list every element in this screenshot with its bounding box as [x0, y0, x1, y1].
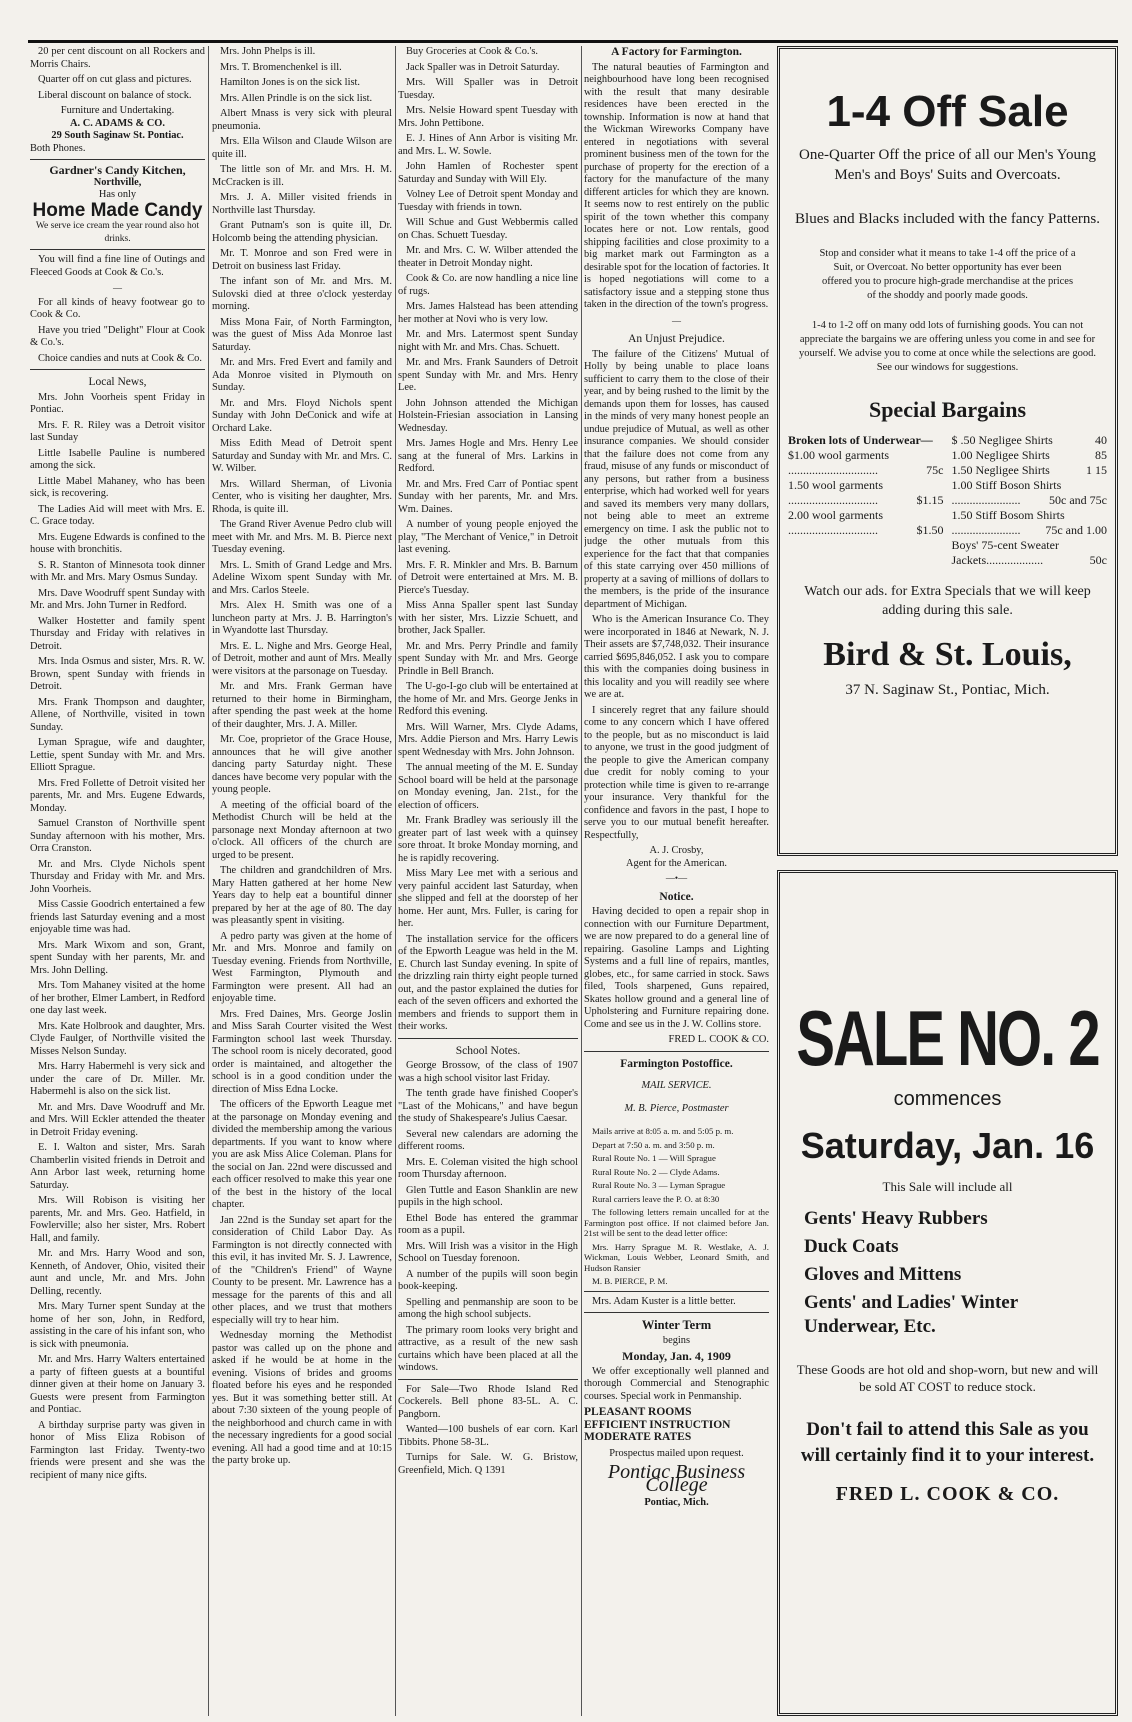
news-item: Mrs. J. A. Miller visited friends in Northville last Thursday. [212, 192, 392, 216]
postoffice-line: M. B. PIERCE, P. M. [592, 1276, 668, 1287]
ad2-goods: These Goods are hot old and shop-worn, but new and will be sold AT COST to reduce stock. [796, 1362, 1099, 1394]
school-note: Mrs. Will Irish was a visitor in the High School on Tuesday forenoon. [398, 1240, 578, 1264]
school-note: A number of the pupils will soon begin book-keeping. [398, 1268, 578, 1292]
column-rule [208, 46, 209, 1716]
news-item: Mrs. Dave Woodruff spent Sunday with Mr. and Mrs. John Turner in Redford. [30, 587, 205, 611]
news-item: Mrs. Harry Habermehl is very sick and under the care of Dr. Miller. Mr. Habermehl is also on the sick list. [30, 1061, 205, 1097]
winter-term-body: We offer exceptionally well planned and thorough Commercial and Stenographic courses. Special work in Penmanship. [584, 1365, 769, 1402]
news-item: Mrs. Alex H. Smith was one of a luncheon party at Mrs. J. B. Harrington's in Wyandotte last Thursday. [212, 600, 392, 636]
winter-term-heading: Winter Term [641, 1318, 712, 1333]
postoffice-line: Rural Route No. 1 — Will Sprague [592, 1153, 716, 1164]
news-item: Miss Mary Lee met with a serious and very painful accident last Saturday, when she slipped and fell at the doorstep of her home. Her aunt, Mrs. Fuller, is caring for her. [398, 868, 578, 929]
news-item: Hamilton Jones is on the sick list. [220, 77, 360, 88]
bargain-row [952, 553, 1108, 568]
college-city: Pontiac, Mich. [644, 1497, 709, 1509]
factory-heading: A Factory for Farmington. [611, 46, 742, 58]
news-item: Mrs. L. Smith of Grand Ledge and Mrs. Adeline Wixom spent Sunday with Mr. and Mrs. Carlos Steele. [212, 559, 392, 596]
divider [30, 249, 205, 250]
news-item: A pedro party was given at the home of Mr. and Mrs. Monroe and family on Tuesday evening. Friends from Northville, West Farmington, Plymouth and Farmington were present. All had an enjoyable time. [212, 930, 392, 1004]
bargain-right [948, 433, 1108, 568]
notice-heading: Notice. [659, 890, 694, 903]
news-item: The children and grandchildren of Mrs. Mary Hatten gathered at her home New Years day to help eat a bountiful dinner prepared by her at the age of 80. The day was pleasantly spent in visiting. [212, 865, 392, 926]
ad1-stop: Stop and consider what it means to take 1-4 off the price of a Suit, or Overcoat. No better opportunity has ever been offered you to procure high-grade merchandise at the prices of the shoddy and poorly made goods. [819, 248, 1076, 301]
local-items-2 [212, 46, 392, 1468]
notice-body: Having decided to open a repair shop in connection with our Furniture Department, we are now prepared to do a general line of repairing. Gasoline Lamps and Lighting Systems and a full line of repairs, mantles, globes, etc., for same carried in stock. Saws filed, Tools sharpened, Guns repaired, Skates hollow ground and a general line of Upholstering and Furniture repairing done. Come and see us in the J. W. Collins store. [584, 906, 769, 1030]
bargain-label: 1.50 Negligee Shirts [951, 463, 1050, 477]
news-item: Will Schue and Gust Webbermis called on Chas. Schuett Tuesday. [398, 217, 578, 241]
news-item: Mr. Coe, proprietor of the Grace House, announces that he will give another dancing party Saturday night. These dances have become very popular with the young people. [212, 734, 392, 795]
news-item: Miss Anna Spaller spent last Sunday with her sister, Mrs. Lizzie Schuett, and brother, Jack Spaller. [398, 600, 578, 636]
notice-signature: FRED L. COOK & CO. [668, 1034, 769, 1045]
ad1-store-name: Bird & St. Louis, [823, 636, 1072, 673]
news-item: The U-go-I-go club will be entertained at the home of Mr. and Mrs. George Jenks in Redford this evening. [398, 681, 578, 717]
school-notes-heading: School Notes. [455, 1044, 521, 1057]
news-item: Lyman Sprague, wife and daughter, Lettie, spent Sunday with Mr. and Mrs. Elliott Sprague. [30, 737, 205, 773]
gardner-town: Northville, [93, 176, 142, 188]
news-item: Mr. T. Monroe and son Fred were in Detroit on business last Friday. [212, 248, 392, 272]
bargain-list [788, 433, 1107, 568]
winter-feature: PLEASANT ROOMS [584, 1406, 692, 1419]
postoffice-subheading: MAIL SERVICE. [641, 1080, 712, 1092]
news-item: Mr. and Mrs. Frank Saunders of Detroit spent Sunday with Mr. and Mrs. Henry Lee. [398, 357, 578, 393]
postoffice-line: The following letters remain uncalled for at the Farmington post office. If not claimed before Jan. 21st will be sent to the dead letter office: [584, 1207, 769, 1239]
postoffice-line: Rural Route No. 2 — Clyde Adams. [592, 1166, 720, 1177]
adams-line: 20 per cent discount on all Rockers and Morris Chairs. [30, 46, 205, 70]
news-item: Mr. and Mrs. Clyde Nichols spent Thursday and Friday with Mr. and Mrs. John Voorheis. [30, 858, 205, 895]
news-item: Albert Mnass is very sick with pleural pneumonia. [212, 108, 392, 132]
gardner-headline: Home Made Candy [32, 199, 203, 221]
school-note: Glen Tuttle and Eason Shanklin are new pupils in the high school. [398, 1184, 578, 1208]
school-note: Several new calendars are adorning the different rooms. [398, 1128, 578, 1152]
news-item: Mrs. John Phelps is ill. [220, 46, 316, 57]
news-item: Mr. and Mrs. Harry Wood and son, Kenneth, of Andover, Ohio, visited their aunt and uncle, Mr. and Mrs. John Delling, recently. [30, 1248, 205, 1297]
cook-ad: For all kinds of heavy footwear go to Cook & Co. [30, 296, 205, 320]
news-item: Mrs. F. R. Minkler and Mrs. B. Barnum of Detroit were entertained at Mrs. M. B. Pierce's Tuesday. [398, 559, 578, 596]
ad1-title: 1-4 Off Sale [826, 87, 1069, 136]
news-item: Mrs. James Halstead has been attending her mother at Novi who is very low. [398, 301, 578, 325]
news-item: The Ladies Aid will meet with Mrs. E. C. Grace today. [30, 503, 205, 527]
winter-feature: MODERATE RATES [584, 1431, 692, 1444]
school-note: Ethel Bode has entered the grammar room as a pupil. [398, 1212, 578, 1236]
dash: — [113, 283, 122, 293]
school-note: Mrs. E. Coleman visited the high school room Thursday afternoon. [398, 1156, 578, 1180]
column-4 [584, 46, 769, 1716]
ad2-include: This Sale will include all [882, 1179, 1013, 1194]
news-item: Mrs. James Hogle and Mrs. Henry Lee sang at the funeral of Mrs. Larkins in Redford. [398, 438, 578, 474]
postoffice-line: Rural carriers leave the P. O. at 8:30 [592, 1193, 720, 1204]
news-item: Mrs. E. L. Nighe and Mrs. George Heal, of Detroit, mother and aunt of Mrs. Meally were visitors at the parsonage on Tuesday. [212, 640, 392, 677]
news-item: Mrs. Frank Thompson and daughter, Allene, of Northville, visited in town Sunday. [30, 696, 205, 733]
news-item: The officers of the Epworth League met at the parsonage on Monday evening and divided the membership among the various departments. If you want to know where you are ask Miss Alice Coleman. Plans for the social on Jan. 22nd were discussed and each officer resolved to make this year one of the best in the history of the local chapter. [212, 1099, 392, 1210]
news-item: Mr. and Mrs. Perry Prindle and family spent Sunday with Mr. and Mrs. George Prindle in Bell Branch. [398, 640, 578, 677]
news-item: S. R. Stanton of Minnesota took dinner with Mr. and Mrs. Mary Osmus Sunday. [30, 559, 205, 583]
bargain-row [788, 463, 944, 478]
bird-st-louis-ad [777, 46, 1118, 856]
news-item: Mr. and Mrs. Fred Carr of Pontiac spent Sunday with her parents, Mr. and Mrs. Wm. Daines. [398, 478, 578, 515]
news-item: Mrs. Mary Turner spent Sunday at the home of her son, John, in Redford, assisting in the care of his infant son, who is sick with pneumonia. [30, 1301, 205, 1350]
news-item: Mr. and Mrs. C. W. Wilber attended the theater in Detroit Monday night. [398, 245, 578, 269]
bargain-row [788, 448, 944, 463]
news-item: Walker Hostetter and family spent Thursday and Friday with relatives in Detroit. [30, 615, 205, 652]
classifieds [398, 1384, 578, 1478]
news-item: The infant son of Mr. and Mrs. M. Sulovski died at three o'clock yesterday morning. [212, 276, 392, 312]
postoffice-line: Depart at 7:50 a. m. and 3:50 p. m. [592, 1139, 715, 1150]
news-item: Mrs. Inda Osmus and sister, Mrs. R. W. Brown, spent Sunday with friends in Detroit. [30, 656, 205, 692]
bargain-row [952, 523, 1108, 538]
unjust-body: The failure of the Citizens' Mutual of Holly by being unable to place loans sufficient to carry them to the close of their year, and by being rushed to the limit by the demands upon them for losses, has caused in the minds of very many honest people an undue prejudice of Mutual, as well as other insurance companies. We should consider that the failure does not come from any fraud, misuse of any funds or misconduct of any persons, but rather from a business enterprise, which had worked well for years and saved its members very many dollars, not being able to meet an extreme emergency on time. I ask the public not to judge the other mutuals from this experience for the fact that that companies of this state carrying over 450 millions of property at a saving of millions of dollars to the members, is the pride of the insurance department of Michigan. [584, 348, 769, 610]
adams-line: Furniture and Undertaking. [60, 105, 175, 116]
ad1-address: 37 N. Saginaw St., Pontiac, Mich. [845, 682, 1050, 698]
unjust-body: I sincerely regret that any failure should come to any concern which I have offered to the people, but as no misconduct is laid to anyone, we trust in the good judgment of the people to give the American company due credit for nobly coming to your protection while time is given to re-arrange your insurance. Very thankful for the confidence and favors in the past, I hope to serve you to our mutual benefit hereafter. Respectfully, [584, 704, 769, 841]
ad1-special-heading: Special Bargains [868, 397, 1027, 422]
news-item: Mrs. Kate Holbrook and daughter, Mrs. Clyde Faulger, of Northville visited the Misses Nelson Sunday. [30, 1020, 205, 1057]
postoffice-lines [584, 1126, 769, 1287]
masthead-rule [28, 40, 1118, 43]
bargain-row [952, 493, 1108, 508]
postoffice-line: Mails arrive at 8:05 a. m. and 5:05 p. m. [592, 1126, 734, 1137]
news-item: Miss Edith Mead of Detroit spent Saturday and Sunday with Mr. and Mrs. C. W. Wilber. [212, 438, 392, 474]
college-signature: Pontiac Business College [607, 1461, 746, 1496]
news-item: Miss Mona Fair, of North Farmington, was the guest of Miss Ada Monroe last Saturday. [212, 316, 392, 353]
news-item: Mrs. Willard Sherman, of Livonia Center, who is visiting her daughter, Mrs. Rhoda, is quite ill. [212, 478, 392, 515]
news-item: Little Isabelle Pauline is numbered among the sick. [30, 447, 205, 471]
news-item: A birthday surprise party was given in honor of Miss Eliza Robison of Farmington last Friday. Twenty-two friends were present and she was the recipient of many nice gifts. [30, 1419, 205, 1481]
gardner-has-only: Has only [98, 189, 137, 200]
bargain-label: 1.50 wool garments [788, 478, 883, 492]
ad2-item: Gloves and Mittens [804, 1264, 962, 1285]
column-2 [212, 46, 392, 1716]
news-item: John Johnson attended the Michigan Holstein-Friesian association in Lansing Wednesday. [398, 397, 578, 434]
unjust-body: Who is the American Insurance Co. They were incorporated in 1846 at Newark, N. J. Their assets are $7,748,032. Their insurance carried $695,846,052. I ask you to compare this with the companies doing business in this locality and you will readily see where we are at. [584, 614, 769, 700]
postoffice-line: Mrs. Harry Sprague M. R. Westlake, A. J. Wickman, Louis Webber, Leonard Smith, and Hudson Ransier [584, 1241, 769, 1273]
winter-feature: EFFICIENT INSTRUCTION [584, 1418, 731, 1431]
gardner-name: Gardner's Candy Kitchen, [49, 163, 186, 177]
news-item: E. I. Walton and sister, Mrs. Sarah Chamberlin visited friends in Detroit and Ann Arbor last week, returning home Saturday. [30, 1142, 205, 1191]
bargain-price: 40 [1095, 433, 1107, 447]
news-item: Buy Groceries at Cook & Co.'s. [406, 46, 539, 57]
bargain-label: ....................... [951, 523, 1021, 537]
dash: — [672, 315, 681, 326]
bargain-left [788, 433, 948, 568]
local-news-heading: Local News, [88, 376, 147, 388]
news-item: The installation service for the officers of the Epworth League was held in the M. E. Church last Sunday evening. In spite of the drizzling rain thirty eight people turned out, and the pastor explained the duties for each of the seven officers and exhorted the members and friends to support them in their works. [398, 933, 578, 1032]
bargain-label: $1.00 wool garments [788, 448, 889, 462]
news-item: Mr. and Mrs. Harry Walters entertained a party of fifteen guests at a bountiful dinner given at their home on January 3. Guests were present from Farmington and Pontiac. [30, 1354, 205, 1415]
news-item: Mr. and Mrs. Latermost spent Sunday night with Mr. and Mrs. Chas. Schuett. [398, 329, 578, 353]
news-item: Cook & Co. are now handling a nice line of rugs. [398, 273, 578, 297]
bargain-label: $ .50 Negligee Shirts [951, 433, 1053, 447]
news-item: Grant Putnam's son is quite ill, Dr. Holcomb being the attending physician. [212, 220, 392, 244]
bargain-left-heading: Broken lots of Underwear— [788, 433, 933, 447]
divider [584, 1291, 769, 1292]
local-news-items [30, 392, 205, 1483]
column-1 [30, 46, 205, 1716]
adams-phones: Both Phones. [30, 142, 86, 154]
winter-prospectus: Prospectus mailed upon request. [609, 1447, 744, 1459]
ad2-signature: FRED L. COOK & CO. [835, 1483, 1060, 1505]
ad2-commences: commences [893, 1088, 1002, 1110]
news-item: Mr. Frank Bradley was seriously ill the greater part of last week with a quinsey sore throat. It broke Monday morning, and he is rapidly recovering. [398, 815, 578, 864]
adams-address: 29 South Saginaw St. Pontiac. [51, 130, 184, 141]
news-item: Mr. and Mrs. Fred Evert and family and Ada Monroe visited in Plymouth on Sunday. [212, 357, 392, 393]
news-item: Mr. and Mrs. Frank German have returned to their home in Birmingham, after spending the past week at the home of their daughter, Mrs. J. A. Miller. [212, 681, 392, 730]
news-item: Mr. and Mrs. Floyd Nichols spent Sunday with John DeConick and wife at Orchard Lake. [212, 397, 392, 434]
bargain-label: 1.00 Stiff Boson Shirts [951, 478, 1062, 492]
sale-no-2-ad [777, 870, 1118, 1716]
bargain-row [952, 433, 1108, 448]
column-3 [398, 46, 578, 1716]
news-item: A meeting of the official board of the Methodist Church will be held at the parsonage next Monday afternoon at two o'clock. All officers of the church are urged to be present. [212, 799, 392, 861]
news-item: Little Mabel Mahaney, who has been sick, is recovering. [30, 475, 205, 499]
news-item: Mrs. John Voorheis spent Friday in Pontiac. [30, 391, 205, 415]
news-item: Jan 22nd is the Sunday set apart for the consideration of Child Labor Day. As Farmington is not directly connected with this evil, it has invited Mr. S. J. Lawrence, of the "Children's Friend" of Wayne County to be present. Mr. Lawrence has a message for the parents of this and all other places, and we trust that mothers especially will try to hear him. [212, 1214, 392, 1326]
postoffice-line: Rural Route No. 3 — Lyman Sprague [592, 1180, 726, 1191]
bargain-price: 50c [1089, 553, 1107, 567]
bargain-label: .............................. [788, 523, 878, 537]
bargain-label: .............................. [788, 463, 878, 477]
bargain-label: Boys' 75-cent Sweater [951, 538, 1059, 552]
news-item: Mrs. Will Spaller was in Detroit Tuesday. [398, 77, 578, 101]
news-item: Mrs. Fred Follette of Detroit visited her parents, Mr. and Mrs. Eugene Edwards, Monday. [30, 777, 205, 814]
bargain-price: 75c and 1.00 [1045, 523, 1107, 537]
unjust-signature: A. J. Crosby, [649, 845, 704, 856]
postoffice-master: M. B. Pierce, Postmaster [624, 1103, 729, 1115]
ad1-subtitle: One-Quarter Off the price of all our Men's Young Men's and Boys' Suits and Overcoats. [799, 147, 1096, 183]
unjust-signature-title: Agent for the American. [626, 857, 727, 869]
news-item: Mrs. Allen Prindle is on the sick list. [220, 92, 373, 104]
bargain-price: $1.50 [916, 523, 944, 537]
news-item: Mrs. Mark Wixom and son, Grant, spent Sunday with her parents, Mr. and Mrs. John Delling. [30, 939, 205, 976]
ad1-blues: Blues and Blacks included with the fancy Patterns. [795, 211, 1100, 227]
adams-line: Quarter off on cut glass and pictures. [38, 74, 192, 85]
bargain-price: $1.15 [916, 493, 944, 507]
bargain-price: 1 15 [1086, 463, 1107, 477]
column-rule [395, 46, 396, 1716]
divider [30, 159, 205, 160]
news-item: Mrs. Fred Daines, Mrs. George Joslin and Miss Sarah Courter visited the West Farmington school last week Thursday. The school room is nicely decorated, good order is maintained, and altogether the school is in a good condition under the direction of Miss Edna Locke. [212, 1008, 392, 1095]
news-item: The annual meeting of the M. E. Sunday School board will be held at the parsonage on Monday evening, Jan. 21st., for the election of officers. [398, 762, 578, 811]
news-item: Miss Cassie Goodrich entertained a few friends last Saturday evening and a most enjoyable time was had. [30, 899, 205, 935]
cook-ad: Have you tried "Delight" Flour at Cook & Co.'s. [30, 324, 205, 348]
classified-ad: For Sale—Two Rhode Island Red Cockerels. Bell phone 83-5L. A. C. Pangborn. [398, 1383, 578, 1420]
school-note: Spelling and penmanship are soon to be among the high school subjects. [398, 1296, 578, 1320]
bargain-price: 75c [926, 463, 944, 477]
news-item: Mrs. Nelsie Howard spent Tuesday with Mrs. John Pettibone. [398, 105, 578, 129]
divider [398, 1379, 578, 1380]
news-item: Mrs. Ella Wilson and Claude Wilson are quite ill. [212, 136, 392, 160]
bargain-label: 1.50 Stiff Bosom Shirts [951, 508, 1065, 522]
divider [398, 1038, 578, 1039]
news-item: Mrs. Will Warner, Mrs. Clyde Adams, Mrs. Addie Pierson and Mrs. Harry Lewis spent Wednesday with Mrs. John Johnson. [398, 721, 578, 758]
bargain-row [952, 463, 1108, 478]
news-item: The little son of Mr. and Mrs. H. M. McCracken is ill. [212, 164, 392, 188]
cook-ad: Choice candies and nuts at Cook & Co. [38, 352, 202, 364]
ad2-dont-fail: Don't fail to attend this Sale as you will certainly find it to your interest. [800, 1419, 1095, 1466]
news-item: Mrs. Eugene Edwards is confined to the house with bronchitis. [30, 531, 205, 555]
adams-name: A. C. ADAMS & CO. [70, 117, 165, 129]
bargain-price: 50c and 75c [1049, 493, 1107, 507]
bargain-row [952, 508, 1108, 523]
classified-ad: Wanted—100 bushels of ear corn. Karl Tibbits. Phone 58-3L. [398, 1424, 578, 1448]
local-items-3 [398, 46, 578, 1034]
adams-line: Liberal discount on balance of stock. [38, 89, 192, 101]
news-item: Wednesday morning the Methodist pastor was called up on the phone and asked if he would be at home in the evening. Visions of brides and grooms floated before his eyes and he responded yes. But it was something better still. At about 7:30 sixteen of the young people of the neighborhood and church came in with the necessary ingredients for a good social evening. All had a good time and at 10:15 the party broke up. [212, 1330, 392, 1466]
divider [584, 1312, 769, 1313]
bargain-row [788, 508, 944, 523]
ad2-title: SALE NO. 2 [796, 994, 1099, 1083]
kuster-item: Mrs. Adam Kuster is a little better. [592, 1295, 736, 1307]
school-note: The primary room looks very bright and attractive, as a result of the new sash curtains which have been placed at all the windows. [398, 1324, 578, 1373]
news-item: Mrs. F. R. Riley was a Detroit visitor last Sunday [30, 419, 205, 443]
bargain-row [788, 493, 944, 508]
ad2-date: Saturday, Jan. 16 [800, 1125, 1095, 1166]
school-notes [398, 1060, 578, 1375]
news-item: Mr. and Mrs. Dave Woodruff and Mr. and Mrs. Will Eckler attended the theater in Detroit Friday evening. [30, 1101, 205, 1138]
bargain-price: 85 [1095, 448, 1107, 462]
divider [30, 369, 205, 370]
bargain-row [952, 448, 1108, 463]
divider [584, 1051, 769, 1052]
news-item: Mrs. Tom Mahaney visited at the home of her brother, Elmer Lambert, in Redford one day last week. [30, 980, 205, 1016]
ad1-watch: Watch our ads. for Extra Specials that we will keep adding during this sale. [804, 584, 1091, 618]
bargain-label: ....................... [951, 493, 1021, 507]
factory-body: The natural beauties of Farmington and neighbourhood have long been recognised with the result that many desirable residences have been erected in the township. Information is now at hand that the Wickman Wireworks Company have entered in negotiations with several prominent business men of the town for the purchase of property for the erection of a factory for the manufacture of the many different articles for which they are known. It seems now to rest entirely on the public spirit of the town whether this company locates here or not. Low rentals, good shipping facilities and close proximity to a big market mark out Farmington as a desirable spot for the location of factories. It is hoped negotiations will come to a satisfactory issue and a stepping stone thus taken in the direction of the town's progress. [584, 61, 769, 310]
news-item: Jack Spaller was in Detroit Saturday. [406, 61, 560, 73]
news-item: Mrs. Will Robison is visiting her parents, Mr. and Mrs. Geo. Hatfield, in Fowlerville; also her sister, Mrs. Robert Hall, and family. [30, 1195, 205, 1244]
postoffice-heading: Farmington Postoffice. [620, 1057, 733, 1070]
bargain-row [788, 523, 944, 538]
bargain-label: 2.00 wool garments [788, 508, 883, 522]
news-item: A number of young people enjoyed the play, "The Merchant of Venice," in Detroit last evening. [398, 519, 578, 555]
ad1-odd-lots: 1-4 to 1-2 off on many odd lots of furnishing goods. You can not appreciate the bargains we are offering unless you come in and see for yourself. We advise you to come at once while the selections are good. See our windows for suggestions. [799, 320, 1096, 373]
winter-term-begins: begins [662, 1334, 691, 1346]
bargain-label: 1.00 Negligee Shirts [951, 448, 1050, 462]
winter-term-date: Monday, Jan. 4, 1909 [622, 1349, 731, 1364]
unjust-heading: An Unjust Prejudice. [628, 333, 725, 345]
news-item: Samuel Cranston of Northville spent Sunday afternoon with his mother, Mrs. Orra Cranston. [30, 818, 205, 854]
news-item: Mrs. T. Bromenchenkel is ill. [220, 61, 342, 73]
news-item: Volney Lee of Detroit spent Monday and Tuesday with friends in town. [398, 189, 578, 213]
dash: —•— [665, 873, 688, 883]
school-note: George Brossow, of the class of 1907 was a high school visitor last Friday. [398, 1060, 578, 1084]
ad2-item: Gents' Heavy Rubbers [804, 1208, 988, 1229]
cook-ad: You will find a fine line of Outings and Fleeced Goods at Cook & Co.'s. [30, 254, 205, 278]
ad2-item: Gents' and Ladies' Winter Underwear, Etc. [804, 1292, 1018, 1337]
news-item: E. J. Hines of Ann Arbor is visiting Mr. and Mrs. L. W. Sowle. [398, 133, 578, 157]
school-note: The tenth grade have finished Cooper's "Last of the Mohicans," and have begun the study of Shakespeare's Julius Caesar. [398, 1088, 578, 1124]
news-item: The Grand River Avenue Pedro club will meet with Mr. and Mrs. M. B. Pierce next Tuesday evening. [212, 519, 392, 555]
bargain-label: Jackets................... [951, 553, 1044, 567]
gardner-tag: We serve ice cream the year round also hot drinks. [35, 221, 200, 244]
news-item: John Hamlen of Rochester spent Saturday and Sunday with Will Ely. [398, 161, 578, 185]
column-rule [581, 46, 582, 1716]
bargain-label: .............................. [788, 493, 878, 507]
classified-ad: Turnips for Sale. W. G. Bristow, Greenfield, Mich. Q 1391 [398, 1452, 578, 1476]
bargain-row [788, 478, 944, 493]
bargain-row [952, 478, 1108, 493]
ad2-item: Duck Coats [804, 1236, 899, 1257]
bargain-row [952, 538, 1108, 553]
